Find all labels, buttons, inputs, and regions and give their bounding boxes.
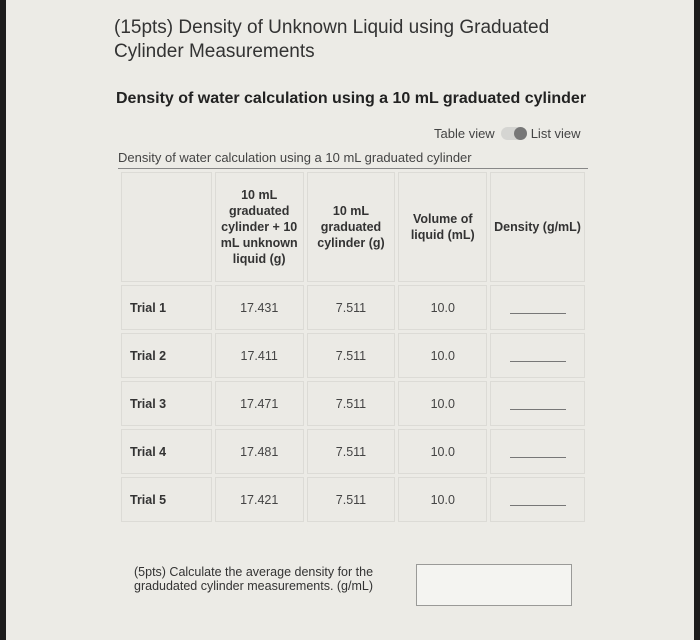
table-row [121,381,585,426]
full-mass-cell: 17.481 [215,429,304,474]
trial-label: Trial 4 [121,429,212,474]
trial-label: Trial 2 [121,333,212,378]
header-cell-empty-mass: 10 mL graduated cylinder (g) [307,172,396,282]
page-title: (15pts) Density of Unknown Liquid using Graduated Cylinder Measurements [114,17,550,62]
table-caption: Density of water calculation using a 10 mL graduated cylinder [118,150,472,165]
view-toggle [434,126,581,141]
volume-cell: 10.0 [398,285,487,330]
average-density-question: (5pts) Calculate the average density for the gradudated cylinder measurements. (g/mL) [134,565,374,593]
full-mass-cell: 17.471 [215,381,304,426]
full-mass-cell: 17.421 [215,477,304,522]
volume-cell: 10.0 [398,477,487,522]
table-row [121,429,585,474]
header-cell-full-mass: 10 mL graduated cylinder + 10 mL unknown liquid (g) [215,172,304,282]
density-input[interactable] [510,395,566,410]
header-cell-trial [121,172,212,282]
section-heading: Density of water calculation using a 10 mL graduated cylinder [116,90,587,107]
empty-mass-cell: 7.511 [307,285,396,330]
density-input[interactable] [510,491,566,506]
empty-mass-cell: 7.511 [307,429,396,474]
trial-label: Trial 1 [121,285,212,330]
trial-label: Trial 5 [121,477,212,522]
density-input[interactable] [510,443,566,458]
average-density-answer-input[interactable] [416,564,572,606]
empty-mass-cell: 7.511 [307,477,396,522]
header-cell-density: Density (g/mL) [490,172,585,282]
table-row [121,477,585,522]
table-row [121,333,585,378]
full-mass-cell: 17.411 [215,333,304,378]
full-mass-cell: 17.431 [215,285,304,330]
density-cell [490,477,585,522]
table-view-label[interactable]: Table view [434,126,495,141]
view-toggle-switch[interactable] [501,127,527,140]
density-cell [490,381,585,426]
density-cell [490,285,585,330]
toggle-knob-icon [514,127,527,140]
table-header-row [121,172,585,282]
density-input[interactable] [510,299,566,314]
trial-label: Trial 3 [121,381,212,426]
table-row [121,285,585,330]
list-view-label[interactable]: List view [530,126,581,141]
density-cell [490,333,585,378]
volume-cell: 10.0 [398,333,487,378]
volume-cell: 10.0 [398,381,487,426]
density-table [118,168,588,525]
empty-mass-cell: 7.511 [307,333,396,378]
density-input[interactable] [510,347,566,362]
assignment-page [6,0,694,640]
density-cell [490,429,585,474]
volume-cell: 10.0 [398,429,487,474]
empty-mass-cell: 7.511 [307,381,396,426]
header-cell-volume: Volume of liquid (mL) [398,172,487,282]
